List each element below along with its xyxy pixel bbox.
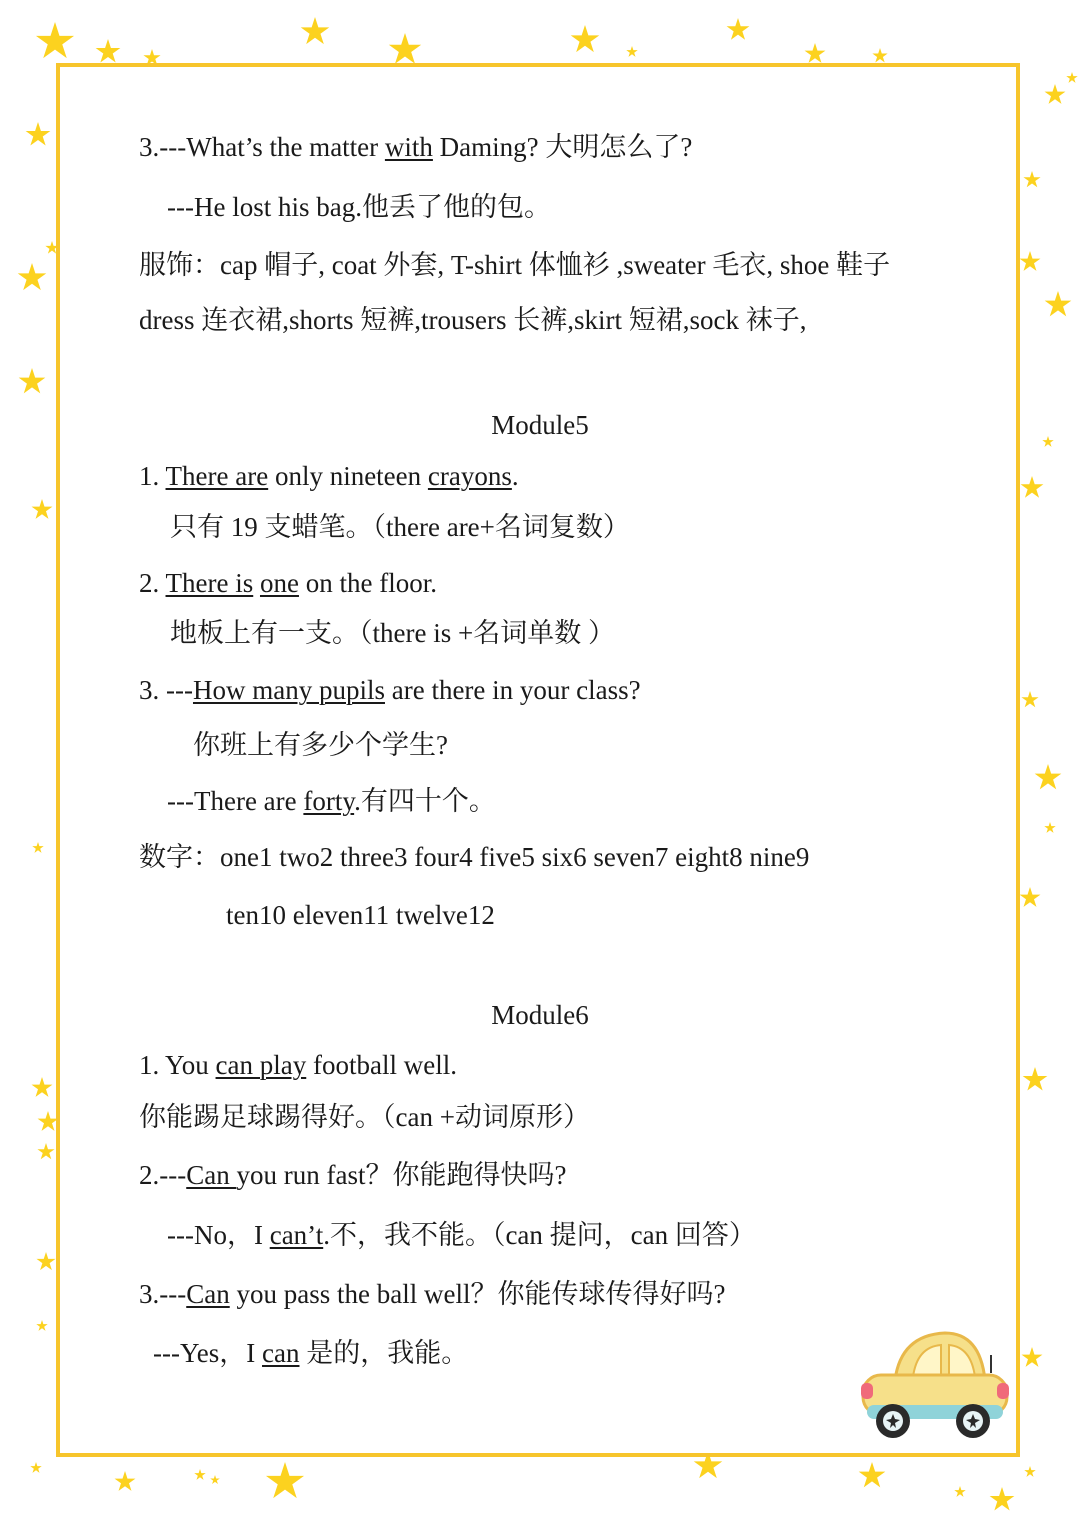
clothes-vocab-line-2: dress 连衣裙,shorts 短裤,trousers 长裤,skirt 短裙,sock 袜子,	[139, 305, 807, 335]
m6-sentence-1: 1. You can play football well.	[139, 1050, 457, 1080]
numbers-vocab-line-1: 数字：one1 two2 three3 four4 five5 six6 seven7 eight8 nine9	[139, 842, 810, 872]
clothes-vocab-line-1: 服饰：cap 帽子, coat 外套, T-shirt 体恤衫 ,sweater 毛衣, shoe 鞋子	[139, 250, 891, 280]
car-icon	[855, 1325, 1015, 1450]
m5-sentence-1: 1. There are only nineteen crayons.	[139, 461, 519, 491]
module5-heading: Module5	[491, 410, 589, 440]
m5-answer-3: ---There are forty.有四十个。	[167, 786, 496, 816]
m4-answer-3: ---He lost his bag.他丢了他的包。	[167, 192, 551, 222]
m4-question-3: 3.---What’s the matter with Daming? 大明怎么了?	[139, 132, 693, 162]
module6-heading: Module6	[491, 1000, 589, 1030]
m5-sentence-2-translation: 地板上有一支。（there is +名词单数 ）	[170, 618, 615, 648]
m6-sentence-1-translation: 你能踢足球踢得好。（can +动词原形）	[139, 1102, 590, 1132]
m5-question-3-translation: 你班上有多少个学生?	[193, 730, 448, 760]
m5-sentence-1-translation: 只有 19 支蜡笔。（there are+名词复数）	[170, 512, 630, 542]
m6-answer-3: ---Yes，I can 是的，我能。	[153, 1338, 469, 1368]
m6-answer-2: ---No，I can’t.不，我不能。（can 提问，can 回答）	[167, 1220, 756, 1250]
numbers-vocab-line-2: ten10 eleven11 twelve12	[226, 900, 495, 930]
m5-question-3: 3. ---How many pupils are there in your class?	[139, 675, 641, 705]
m6-question-2: 2.---Can you run fast？你能跑得快吗?	[139, 1160, 567, 1190]
m5-sentence-2: 2. There is one on the floor.	[139, 568, 437, 598]
m6-question-3: 3.---Can you pass the ball well？你能传球传得好吗?	[139, 1279, 726, 1309]
